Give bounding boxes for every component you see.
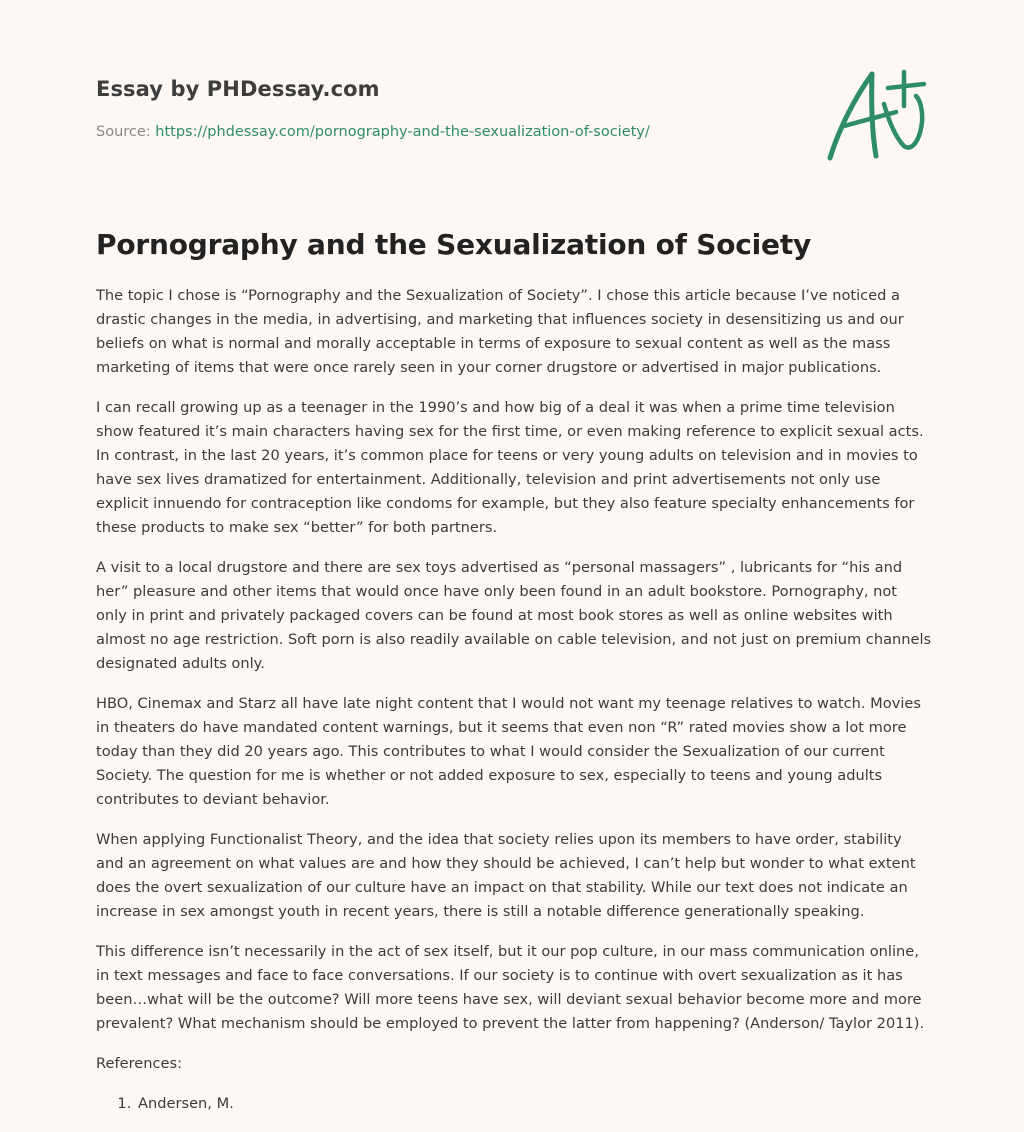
paragraph-3: A visit to a local drugstore and there are sex toys advertised as “personal massagers” , lubricants for “his and her” pleasure and other items that would once have only been found in an adult bookstore. Pornography, not only in print and privately packaged covers can be found at most book stores as well as online websites with almost no age restriction. Soft porn is also readily available on cable television, and not just on premium channels designated adults only. [96,559,932,672]
references-heading: References: [96,1055,183,1072]
site-brand: Essay by PHDessay.com [96,77,380,101]
source-link[interactable]: https://phdessay.com/pornography-and-the-sexualization-of-society/ [155,124,650,140]
a-plus-logo-icon [824,66,928,166]
paragraph-6: This difference isn’t necessarily in the act of sex itself, but it our pop culture, in our mass communication online, in text messages and face to face conversations. If our society is to continue with overt sexualization as it has been…what will be the outcome? Will more teens have sex, will deviant sexual behavior become more and more prevalent? What mechanism should be employed to prevent the latter from happening? (Anderson/ Taylor 2011). [96,943,925,1032]
paragraph-4: HBO, Cinemax and Starz all have late night content that I would not want my teenage relatives to watch. Movies in theaters do have mandated content warnings, but it seems that even non “R” rated movies show a lot more today than they did 20 years ago. This contributes to what I would consider the Sexualization of our current Society. The question for me is whether or not added exposure to sex, especially to teens and young adults contributes to deviant behavior. [96,695,921,808]
source-label: Source: [96,124,151,140]
essay-title: Pornography and the Sexualization of Society [96,228,812,261]
paragraph-2: I can recall growing up as a teenager in the 1990’s and how big of a deal it was when a prime time television show featured it’s main characters having sex for the first time, or even making reference to explicit sexual acts. In contrast, in the last 20 years, it’s common place for teens or very young adults on television and in movies to have sex lives dramatized for entertainment. Additionally, television and print advertisements not only use explicit innuendo for contraception like condoms for example, but they also feature specialty enhancements for these products to make sex “better” for both partners. [96,399,924,536]
reference-item: 1. Andersen, M. [136,1092,932,1116]
essay-body [96,284,932,1116]
source-line [96,124,650,140]
paragraph-1: The topic I chose is “Pornography and the Sexualization of Society”. I chose this article because I’ve noticed a drastic changes in the media, in advertising, and marketing that influences society in desensitizing us and our beliefs on what is normal and morally acceptable in terms of exposure to sexual content as well as the mass marketing of items that were once rarely seen in your corner drugstore or advertised in major publications. [96,287,904,376]
references-list [96,1092,932,1116]
paragraph-5: When applying Functionalist Theory, and the idea that society relies upon its members to have order, stability and an agreement on what values are and how they should be achieved, I can’t help but wonder to what extent does the overt sexualization of our culture have an impact on that stability. While our text does not indicate an increase in sex amongst youth in recent years, there is still a notable difference generationally speaking. [96,831,916,920]
